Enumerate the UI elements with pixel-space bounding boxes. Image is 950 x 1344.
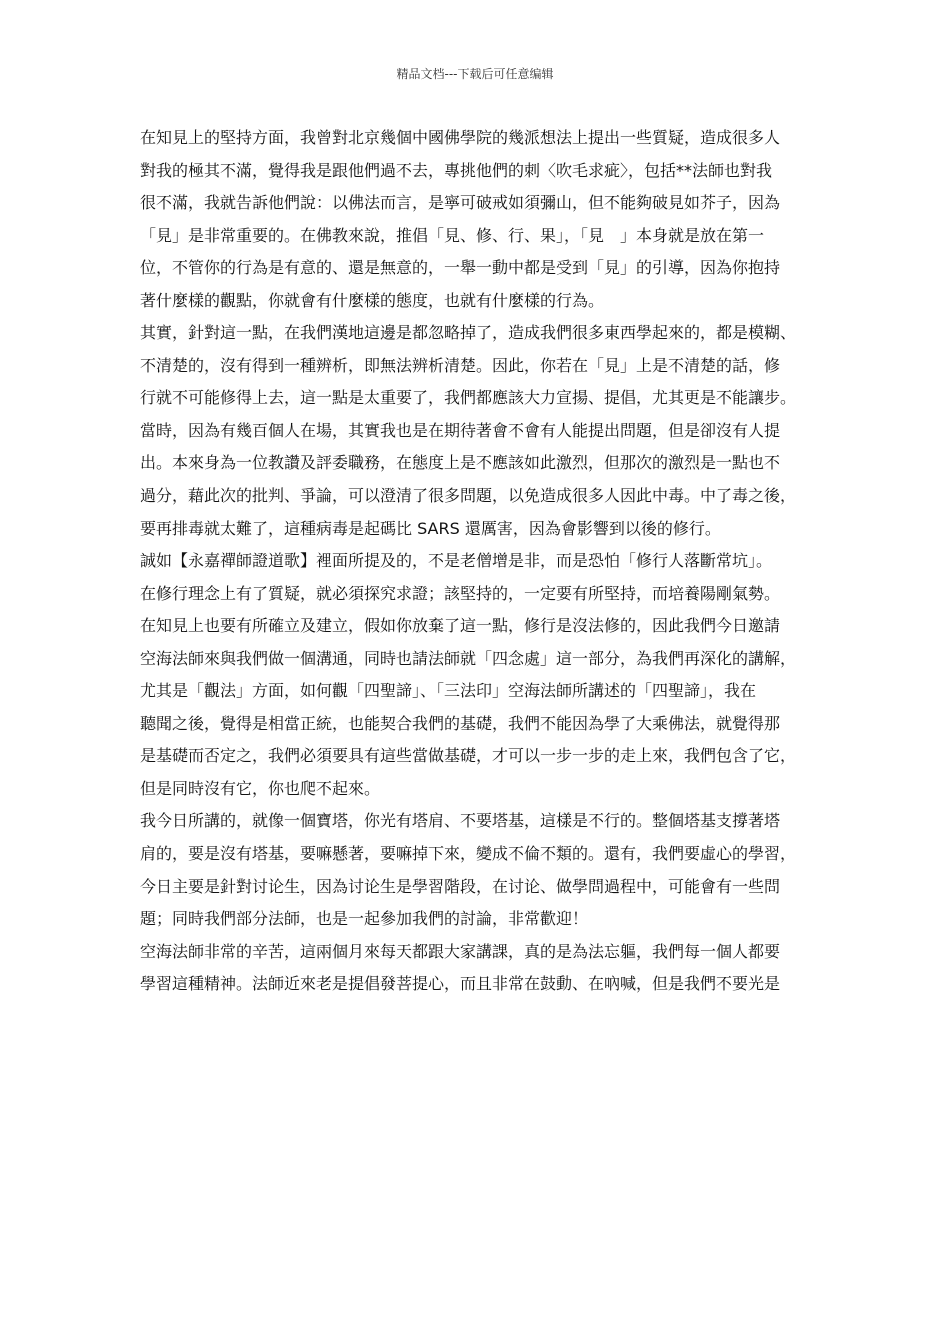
text-line: 但是同時沒有它，你也爬不起來。 <box>140 778 381 798</box>
text-line: 題；同時我們部分法師，也是一起參加我們的討論，非常歡迎！ <box>140 909 589 929</box>
text-line: 很不滿，我就告訴他們說：以佛法而言，是寧可破戒如須彌山，但不能夠破見如芥子，因為 <box>140 193 781 213</box>
text-line: 行就不可能修得上去，這一點是太重要了，我們都應該大力宣揚、提倡，尤其更是不能讓步。 <box>140 388 797 408</box>
text-line: 在修行理念上有了質疑，就必須探究求證；該堅持的，一定要有所堅持，而培養陽剛氣勢。 <box>140 583 781 603</box>
text-line: 當時，因為有幾百個人在場，其實我也是在期待著會不會有人能提出問題，但是卻沒有人提 <box>140 420 781 440</box>
text-line: 其實，針對這一點，在我們漢地這邊是都忽略掉了，造成我們很多東西學起來的，都是模糊、 <box>140 323 797 343</box>
paragraph-3 <box>140 545 820 805</box>
text-line: 尤其是「觀法」方面，如何觀「四聖諦」、「三法印」空海法師所講述的「四聖諦」，我在 <box>140 681 757 701</box>
text-line: 空海法師非常的辛苦，這兩個月來每天都跟大家講課，真的是為法忘軀，我們每一個人都要 <box>140 941 781 961</box>
text-line: 出。本來身為一位教讚及評委職務，在態度上是不應該如此激烈，但那次的激烈是一點也不 <box>140 453 781 473</box>
text-line: 在知見上的堅持方面，我曾對北京幾個中國佛學院的幾派想法上提出一些質疑，造成很多人 <box>140 128 781 147</box>
text-line: 聽聞之後，覺得是相當正統，也能契合我們的基礎，我們不能因為學了大乘佛法，就覺得那 <box>140 713 781 733</box>
paragraph-2 <box>140 317 820 545</box>
text-line: 對我的極其不滿，覺得我是跟他們過不去，專挑他們的刺〈吹毛求疵〉，包括**法師也對我 <box>140 160 773 180</box>
page-header: 精品文档---下载后可任意编辑 <box>396 67 554 81</box>
paragraph-4 <box>140 805 820 935</box>
text-line: 著什麼樣的觀點，你就會有什麼樣的態度，也就有什麼樣的行為。 <box>140 290 605 310</box>
text-line: 空海法師來與我們做一個溝通，同時也請法師就「四念處」這一部分，為我們再深化的講解， <box>140 648 797 668</box>
text-line: 學習這種精神。法師近來老是提倡發菩提心，而且非常在鼓動、在吶喊，但是我們不要光是 <box>140 974 781 994</box>
text-line: 肩的，要是沒有塔基，要嘛懸著，要嘛掉下來，變成不倫不類的。還有，我們要虛心的學習， <box>140 844 797 864</box>
text-line: 我今日所講的，就像一個寶塔，你光有塔肩、不要塔基，這樣是不行的。整個塔基支撐著塔 <box>140 811 781 831</box>
text-line: 位，不管你的行為是有意的、還是無意的，一舉一動中都是受到「見」的引導，因為你抱持 <box>140 258 781 278</box>
text-line: 在知見上也要有所確立及建立，假如你放棄了這一點，修行是沒法修的，因此我們今日邀請 <box>140 616 781 636</box>
text-line: 過分，藉此次的批判、爭論，可以澄清了很多問題，以免造成很多人因此中毒。中了毒之後， <box>140 486 797 506</box>
text-line: 不清楚的，沒有得到一種辨析，即無法辨析清楚。因此，你若在「見」上是不清楚的話，修 <box>140 355 781 375</box>
text-line: 要再排毒就太難了，這種病毒是起碼比 SARS 還厲害，因為會影響到以後的修行。 <box>140 518 721 538</box>
text-line: 今日主要是針對讨论生，因為讨论生是學習階段，在讨论、做學問過程中，可能會有一些問 <box>140 876 781 896</box>
document-body <box>140 122 820 1001</box>
paragraph-5 <box>140 936 820 1001</box>
text-line: 是基礎而否定之，我們必須要具有這些當做基礎，才可以一步一步的走上來，我們包含了它， <box>140 746 797 766</box>
paragraph-1 <box>140 122 820 317</box>
text-line: 誠如【永嘉禪師證道歌】裡面所提及的，不是老僧增是非，而是恐怕「修行人落斷常坑」。 <box>140 551 773 571</box>
text-line: 「見」是非常重要的。在佛教來說，推倡「見、修、行、果」，「見 」本身就是放在第一 <box>140 225 765 245</box>
